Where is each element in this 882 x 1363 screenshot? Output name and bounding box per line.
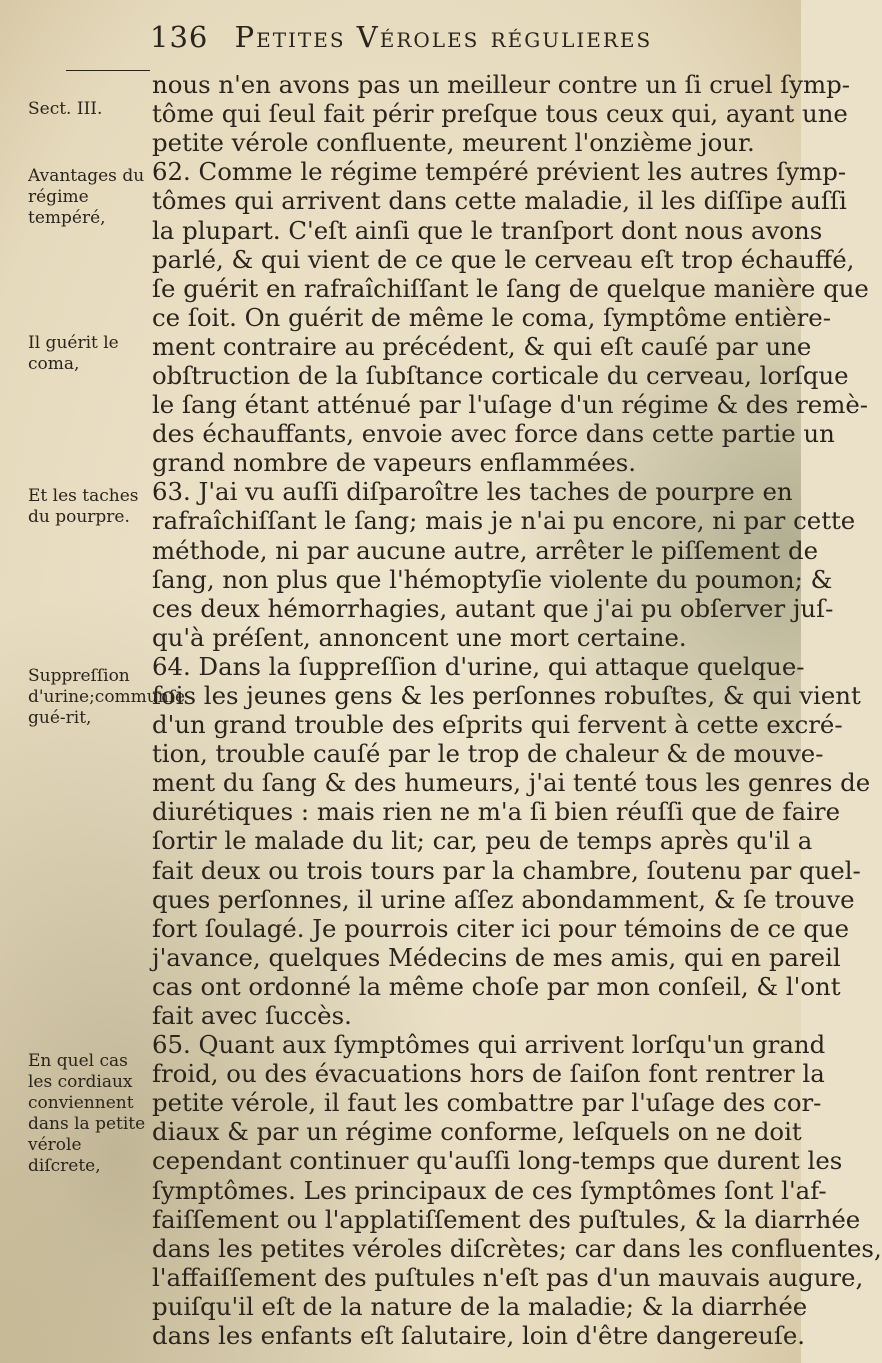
text-line: fois les jeunes gens & les perſonnes robuſtes, & qui vient (152, 680, 861, 710)
text-line: ſortir le malade du lit; car, peu de temps après qu'il a (152, 826, 813, 856)
text-line: j'avance, quelques Médecins de mes amis, qui en pareil (152, 942, 841, 972)
text-line: ſe guérit en rafraîchiſſant le ſang de quelque manière que (152, 273, 869, 303)
text-line: froid, ou des évacuations hors de ſaiſon font rentrer la (152, 1059, 825, 1089)
text-line: tôme qui ſeul fait périr preſque tous ceux qui, ayant une (152, 99, 848, 129)
text-line: grand nombre de vapeurs enflammées. (152, 448, 637, 478)
running-title: Petites Véroles régulieres (234, 20, 653, 54)
margin-note-pourpre: Et les taches du pourpre. (28, 486, 139, 527)
text-line: fait avec ſuccès. (152, 1000, 352, 1030)
margin-note-urine: Suppreſſion d'urine;communſe gué-rit, (28, 666, 186, 728)
text-line: petite vérole confluente, meurent l'onzième jour. (152, 128, 755, 158)
header-rule (66, 70, 150, 71)
margin-note-avantages: Avantages du régime tempéré, (28, 166, 145, 228)
margin-note-cordiaux: En quel cas les cordiaux conviennent dans la petite vérole diſcrete, (28, 1051, 146, 1176)
text-line: tion, trouble cauſé par le trop de chaleur & de mouve- (152, 739, 824, 769)
text-line: 62. Comme le régime tempéré prévient les autres ſymp- (152, 157, 847, 187)
text-line: 63. J'ai vu auſſi diſparoître les taches de pourpre en (152, 477, 793, 507)
text-line: le ſang étant atténué par l'uſage d'un régime & des remè- (152, 390, 868, 419)
text-line: qu'à préſent, annoncent une mort certaine. (152, 622, 687, 652)
text-line: ſymptômes. Les principaux de ces ſymptômes ſont l'af- (152, 1175, 827, 1205)
text-line: cas ont ordonné la même choſe par mon conſeil, & l'ont (152, 971, 841, 1001)
text-line: d'un grand trouble des eſprits qui fervent à cette excré- (152, 710, 843, 739)
text-line: diurétiques : mais rien ne m'a ſi bien réuſſi que de faire (152, 797, 841, 827)
text-line: obſtruction de la ſubſtance corticale du cerveau, lorſque (152, 360, 849, 390)
text-line: puiſqu'il eſt de la nature de la maladie; & la diarrhée (152, 1291, 808, 1321)
text-line: diaux & par un régime conforme, leſquels on ne doit (152, 1117, 802, 1147)
text-line: parlé, & qui vient de ce que le cerveau eſt trop échauffé, (152, 244, 855, 274)
text-line: 65. Quant aux ſymptômes qui arrivent lorſqu'un grand (152, 1030, 826, 1059)
page-number: 136 (150, 20, 209, 54)
text-line: ment du ſang & des humeurs, j'ai tenté tous les genres de (152, 768, 871, 798)
text-line: la plupart. C'eſt ainſi que le tranſport dont nous avons (152, 215, 823, 245)
text-line: ce ſoit. On guérit de même le coma, ſymptôme entière- (152, 302, 831, 332)
text-line: ques perſonnes, il urine aſſez abondamment, & ſe trouve (152, 884, 855, 914)
text-line: cependant continuer qu'auſſi long-temps que durent les (152, 1146, 843, 1176)
text-line: dans les enfants eſt ſalutaire, loin d'être dangereuſe. (152, 1320, 806, 1350)
margin-note-coma: Il guérit le coma, (28, 333, 119, 374)
margin-note-section: Sect. III. (28, 99, 103, 119)
text-line: fait deux ou trois tours par la chambre, ſoutenu par quel- (152, 855, 861, 885)
text-line: petite vérole, il faut les combattre par l'uſage des cor- (152, 1088, 822, 1118)
text-line: ces deux hémorrhagies, autant que j'ai pu obſerver juſ- (152, 593, 834, 623)
text-line: faiſſement ou l'applatiſſement des puſtules, & la diarrhée (152, 1204, 861, 1234)
text-line: ment contraire au précédent, & qui eſt cauſé par une (152, 331, 812, 361)
text-line: dans les petites véroles diſcrètes; car dans les confluentes, (152, 1233, 882, 1263)
text-line: des échauffants, envoie avec force dans cette partie un (152, 419, 835, 449)
text-line: fort ſoulagé. Je pourrois citer ici pour témoins de ce que (152, 913, 850, 943)
running-header (150, 20, 652, 54)
text-line: ſang, non plus que l'hémoptyſie violente du poumon; & (152, 564, 833, 594)
text-line: rafraîchiſſant le ſang; mais je n'ai pu encore, ni par cette (152, 506, 856, 536)
text-line: méthode, ni par aucune autre, arrêter le piſſement de (152, 535, 819, 565)
text-line: 64. Dans la ſuppreſſion d'urine, qui attaque quelque- (152, 651, 805, 681)
text-line: l'affaiſſement des puſtules n'eſt pas d'un mauvais augure, (152, 1262, 864, 1292)
text-line: tômes qui arrivent dans cette maladie, il les diſſipe auſſi (152, 186, 847, 216)
text-line: nous n'en avons pas un meilleur contre un ſi cruel ſymp- (152, 70, 851, 99)
